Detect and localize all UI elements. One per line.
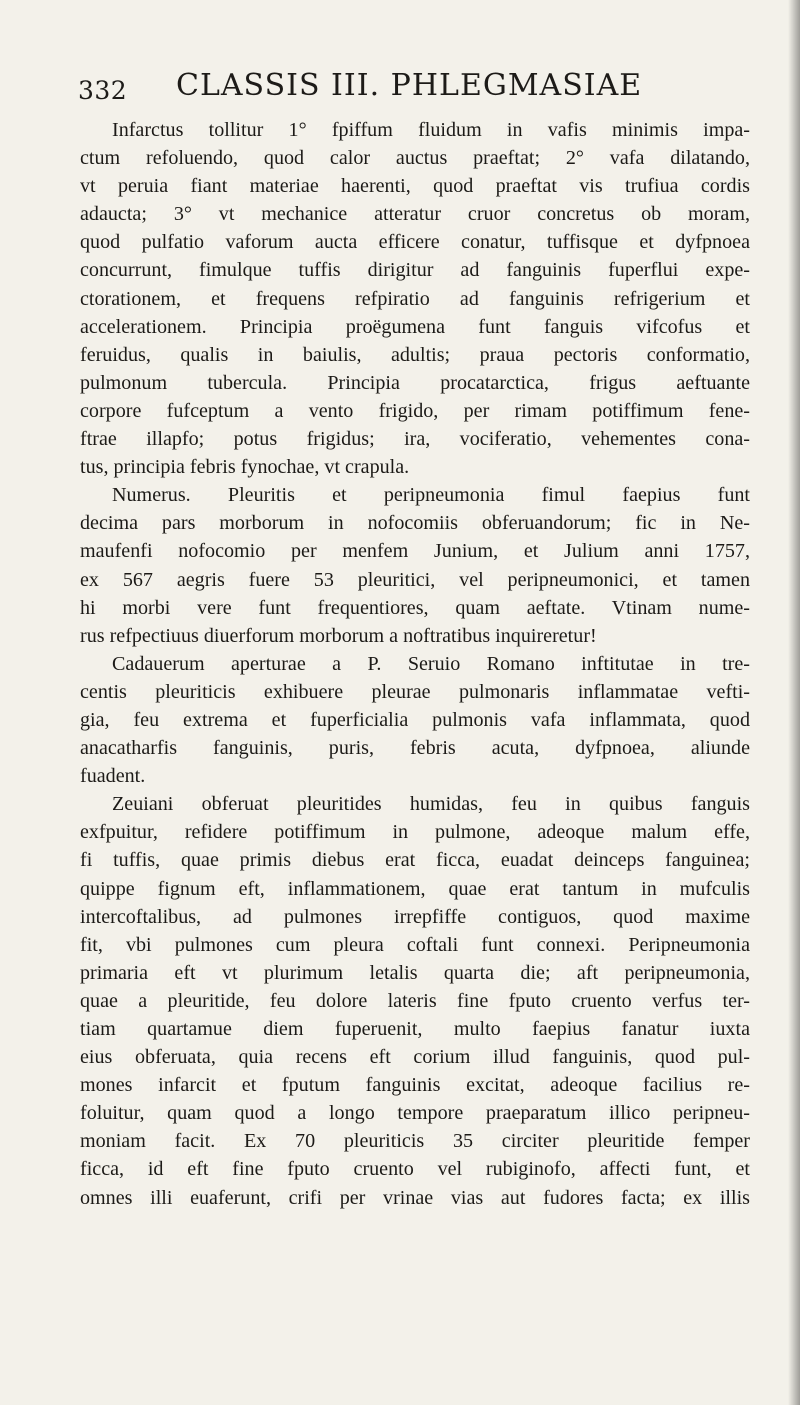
text-line: ctum refoluendo, quod calor auctus praeftat; 2° vafa dilatando, xyxy=(80,147,750,170)
text-line: intercoftalibus, ad pulmones irrepfiffe contiguos, quod maxime xyxy=(80,905,750,928)
text-line: anacatharfis fanguinis, puris, febris acuta, dyfpnoea, aliunde xyxy=(80,737,750,760)
text-line: rus refpectiuus diuerforum morborum a noftratibus inquireretur! xyxy=(80,624,597,647)
text-line: tiam quartamue diem fuperuenit, multo faepius fanatur iuxta xyxy=(80,1018,750,1040)
text-line: eius obferuata, quia recens eft corium illud fanguinis, quod pul- xyxy=(80,1046,750,1069)
text-line: concurrunt, fimulque tuffis dirigitur ad fanguinis fuperflui expe- xyxy=(80,259,750,282)
text-line: fi tuffis, quae primis diebus erat ficca, euadat deinceps fanguinea; xyxy=(80,849,750,872)
text-line: primaria eft vt plurimum letalis quarta die; aft peripneumonia, xyxy=(80,961,750,984)
text-line: gia, feu extrema et fuperficialia pulmonis vafa inflammata, quod xyxy=(80,708,750,731)
text-line: accelerationem. Principia proëgumena funt fanguis vifcofus et xyxy=(80,315,750,338)
text-line: exfpuitur, refidere potiffimum in pulmone, adeoque malum effe, xyxy=(80,821,750,844)
text-line: ftrae illapfo; potus frigidus; ira, vociferatio, vehementes cona- xyxy=(80,428,750,451)
page-edge-shadow xyxy=(788,0,800,1405)
text-line: tus, principia febris fynochae, vt crapula. xyxy=(80,456,410,479)
text-line: omnes illi euaferunt, crifi per vrinae vias aut fudores facta; ex illis xyxy=(80,1186,750,1209)
text-line: pulmonum tubercula. Principia procatarctica, frigus aeftuante xyxy=(80,371,750,394)
text-line: foluitur, quam quod a longo tempore praeparatum illico peripneu- xyxy=(80,1102,750,1125)
text-line: maufenfi nofocomio per menfem Junium, et Julium anni 1757, xyxy=(80,540,750,563)
text-line: Cadauerum aperturae a P. Seruio Romano inftitutae in tre- xyxy=(112,652,750,675)
text-line: feruidus, qualis in baiulis, adultis; praua pectoris conformatio, xyxy=(80,343,750,366)
text-line: ficca, id eft fine fputo cruento vel rubiginofo, affecti funt, et xyxy=(80,1158,750,1181)
text-line: quod pulfatio vaforum aucta efficere conatur, tuffisque et dyfpnoea xyxy=(80,231,750,254)
text-line: Infarctus tollitur 1° fpiffum fluidum in vafis minimis impa- xyxy=(112,119,750,141)
text-line: quae a pleuritide, feu dolore lateris fine fputo cruento verfus ter- xyxy=(80,989,750,1012)
text-line: decima pars morborum in nofocomiis obferuandorum; fic in Ne- xyxy=(80,512,750,535)
running-head: CLASSIS III. PHLEGMASIAE xyxy=(176,68,643,103)
text-line: vt peruia fiant materiae haerenti, quod praeftat vis trufiua cordis xyxy=(80,175,750,198)
page-number: 332 xyxy=(78,76,128,105)
text-line: Zeuiani obferuat pleuritides humidas, feu in quibus fanguis xyxy=(112,793,750,816)
text-line: quippe fignum eft, inflammationem, quae erat tantum in mufculis xyxy=(80,877,750,900)
text-line: mones infarcit et fputum fanguinis excitat, adeoque facilius re- xyxy=(80,1074,750,1097)
text-line: corpore fufceptum a vento frigido, per rimam potiffimum fene- xyxy=(80,399,750,422)
text-line: fuadent. xyxy=(80,765,146,788)
page-header xyxy=(78,68,748,108)
text-line: centis pleuriticis exhibuere pleurae pulmonaris inflammatae vefti- xyxy=(80,680,750,703)
text-line: Numerus. Pleuritis et peripneumonia fimul faepius funt xyxy=(112,484,750,507)
text-line: hi morbi vere funt frequentiores, quam aeftate. Vtinam nume- xyxy=(80,596,750,619)
body-text xyxy=(80,116,750,1212)
text-line: ex 567 aegris fuere 53 pleuritici, vel peripneumonici, et tamen xyxy=(80,568,750,591)
text-line: moniam facit. Ex 70 pleuriticis 35 circiter pleuritide femper xyxy=(80,1130,750,1153)
text-line: fit, vbi pulmones cum pleura coftali funt connexi. Peripneumonia xyxy=(80,933,750,956)
text-line: adaucta; 3° vt mechanice atteratur cruor concretus ob moram, xyxy=(80,203,750,226)
text-line: ctorationem, et frequens refpiratio ad fanguinis refrigerium et xyxy=(80,287,750,310)
